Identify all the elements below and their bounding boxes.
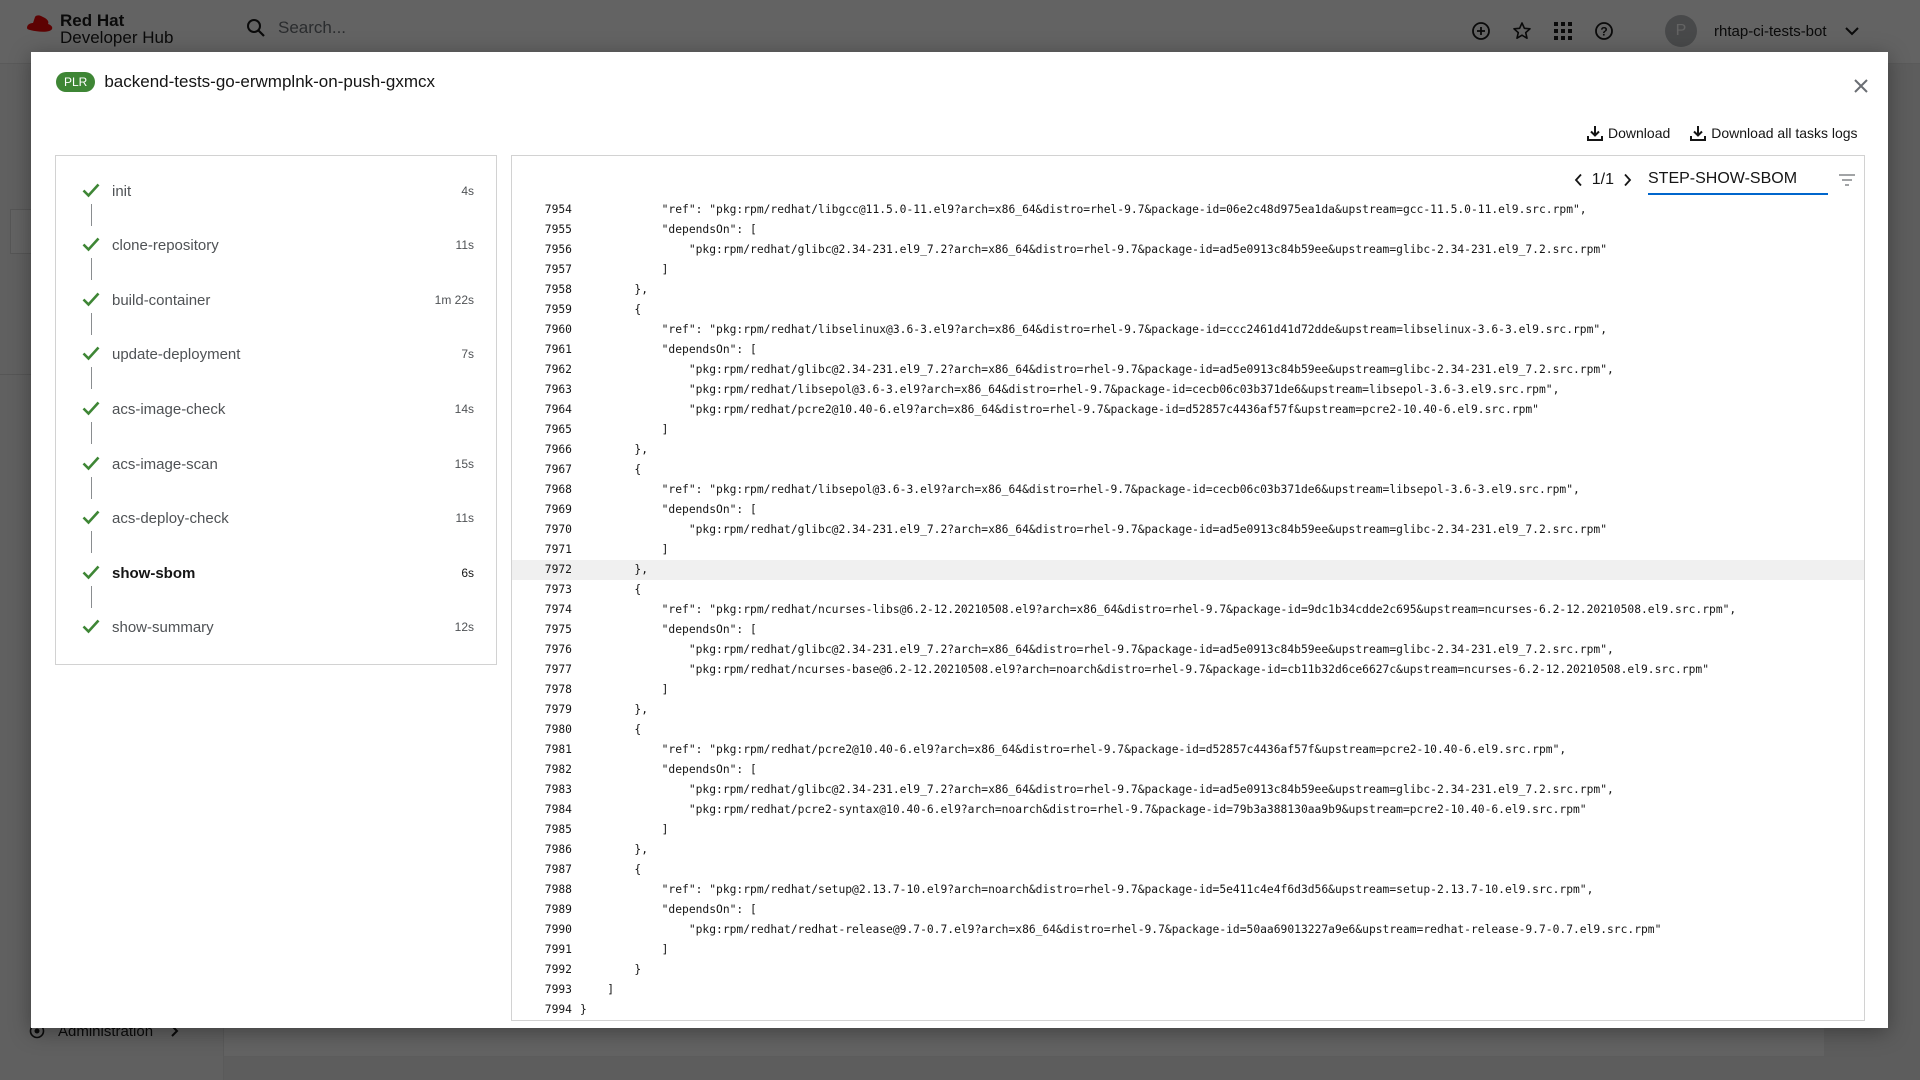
task-connector	[91, 586, 92, 608]
log-line	[512, 360, 1864, 380]
task-duration: 14s	[454, 402, 474, 416]
line-text: "dependsOn": [	[580, 623, 757, 636]
log-line	[512, 640, 1864, 660]
log-line	[512, 580, 1864, 600]
line-text: },	[580, 563, 649, 576]
log-line	[512, 920, 1864, 940]
check-icon	[82, 345, 100, 361]
log-line	[512, 720, 1864, 740]
line-number: 7994	[544, 1003, 572, 1016]
line-text: "pkg:rpm/redhat/redhat-release@9.7-0.7.el9?arch=x86_64&distro=rhel-9.7&package-id=50aa69013227a9e6&upstream=redhat-release-9.7-0.7.el9.src.rpm"	[580, 923, 1662, 936]
line-text: "dependsOn": [	[580, 763, 757, 776]
line-text: "pkg:rpm/redhat/libsepol@3.6-3.el9?arch=x86_64&distro=rhel-9.7&package-id=cecb06c03b371de6&upstream=libsepol-3.6-3.el9.src.rpm",	[580, 383, 1560, 396]
next-match-button[interactable]	[1618, 168, 1636, 192]
task-connector	[91, 204, 92, 226]
line-text: {	[580, 303, 642, 316]
line-number: 7976	[544, 643, 572, 656]
line-text: "pkg:rpm/redhat/glibc@2.34-231.el9_7.2?arch=x86_64&distro=rhel-9.7&package-id=ad5e0913c84b59ee&upstream=glibc-2.34-231.el9_7.2.src.rpm",	[580, 783, 1614, 796]
check-icon	[82, 182, 100, 198]
task-duration: 1m 22s	[434, 293, 474, 307]
task-item-acs-deploy-check[interactable]	[56, 498, 496, 538]
task-duration: 12s	[454, 620, 474, 634]
line-text: "pkg:rpm/redhat/glibc@2.34-231.el9_7.2?arch=x86_64&distro=rhel-9.7&package-id=ad5e0913c84b59ee&upstream=glibc-2.34-231.el9_7.2.src.rpm"	[580, 243, 1607, 256]
log-line	[512, 420, 1864, 440]
log-line	[512, 800, 1864, 820]
log-line	[512, 380, 1864, 400]
line-text: "dependsOn": [	[580, 903, 757, 916]
modal-title: backend-tests-go-erwmplnk-on-push-gxmcx	[104, 72, 436, 91]
line-text: "dependsOn": [	[580, 223, 757, 236]
log-line	[512, 660, 1864, 680]
line-number: 7970	[544, 523, 572, 536]
log-line	[512, 760, 1864, 780]
download-actions	[1587, 125, 1858, 141]
line-number: 7965	[544, 423, 572, 436]
log-search-input[interactable]	[1648, 170, 1828, 188]
line-number: 7989	[544, 903, 572, 916]
line-number: 7985	[544, 823, 572, 836]
task-name: init	[112, 182, 132, 200]
line-text: "ref": "pkg:rpm/redhat/libsepol@3.6-3.el9?arch=x86_64&distro=rhel-9.7&package-id=cecb06c03b371de6&upstream=libsepol-3.6-3.el9.src.rpm",	[580, 483, 1580, 496]
log-line	[512, 860, 1864, 880]
log-line	[512, 340, 1864, 360]
log-line	[512, 1000, 1864, 1020]
filter-button[interactable]	[1835, 168, 1859, 192]
line-number: 7963	[544, 383, 572, 396]
log-lines	[512, 200, 1864, 1020]
line-text: "ref": "pkg:rpm/redhat/libselinux@3.6-3.el9?arch=x86_64&distro=rhel-9.7&package-id=ccc2461d41d72dde&upstream=libselinux-3.6-3.el9.src.rpm",	[580, 323, 1607, 336]
log-line	[512, 780, 1864, 800]
chevron-right-icon	[1623, 173, 1632, 187]
line-text: },	[580, 843, 649, 856]
line-number: 7990	[544, 923, 572, 936]
check-icon	[82, 291, 100, 307]
line-number: 7986	[544, 843, 572, 856]
task-duration: 7s	[461, 347, 474, 361]
log-line	[512, 200, 1864, 220]
line-number: 7974	[544, 603, 572, 616]
line-text: "ref": "pkg:rpm/redhat/libgcc@11.5.0-11.el9?arch=x86_64&distro=rhel-9.7&package-id=06e2c48d975ea1da&upstream=gcc-11.5.0-11.el9.src.rpm",	[580, 203, 1587, 216]
download-label: Download	[1608, 125, 1671, 141]
task-item-show-summary[interactable]	[56, 607, 496, 647]
task-item-build-container[interactable]	[56, 280, 496, 320]
task-connector	[91, 422, 92, 444]
pipeline-run-logs-modal	[31, 52, 1888, 1028]
log-line	[512, 480, 1864, 500]
match-count: 1/1	[1591, 171, 1614, 188]
log-line	[512, 880, 1864, 900]
line-number: 7962	[544, 363, 572, 376]
line-text: "pkg:rpm/redhat/ncurses-base@6.2-12.20210508.el9?arch=noarch&distro=rhel-9.7&package-id=cb11b32d6ce6627c&upstream=ncurses-6.2-12.20210508.el9.src.rpm"	[580, 663, 1710, 676]
download-all-label: Download all tasks logs	[1711, 125, 1858, 141]
log-line	[512, 940, 1864, 960]
line-text: }	[580, 963, 642, 976]
line-number: 7967	[544, 463, 572, 476]
line-text: "pkg:rpm/redhat/pcre2@10.40-6.el9?arch=x86_64&distro=rhel-9.7&package-id=d52857c4436af57f&upstream=pcre2-10.40-6.el9.src.rpm"	[580, 403, 1539, 416]
line-text: ]	[580, 823, 669, 836]
log-line	[512, 740, 1864, 760]
check-icon	[82, 509, 100, 525]
task-duration: 6s	[461, 566, 474, 580]
line-number: 7969	[544, 503, 572, 516]
line-number: 7982	[544, 763, 572, 776]
task-name: clone-repository	[112, 236, 219, 254]
line-number: 7959	[544, 303, 572, 316]
line-number: 7954	[544, 203, 572, 216]
line-text: "ref": "pkg:rpm/redhat/ncurses-libs@6.2-12.20210508.el9?arch=x86_64&distro=rhel-9.7&package-id=9dc1b34cdde2c695&upstream=ncurses-6.2-12.20210508.el9.src.rpm",	[580, 603, 1737, 616]
line-text: ]	[580, 263, 669, 276]
line-number: 7956	[544, 243, 572, 256]
log-line	[512, 840, 1864, 860]
line-number: 7988	[544, 883, 572, 896]
download-all-button[interactable]	[1690, 125, 1857, 141]
line-text: "pkg:rpm/redhat/glibc@2.34-231.el9_7.2?arch=x86_64&distro=rhel-9.7&package-id=ad5e0913c84b59ee&upstream=glibc-2.34-231.el9_7.2.src.rpm",	[580, 643, 1614, 656]
line-number: 7987	[544, 863, 572, 876]
task-name: acs-deploy-check	[112, 509, 229, 527]
line-text: "dependsOn": [	[580, 503, 757, 516]
line-text: {	[580, 723, 642, 736]
line-text: },	[580, 443, 649, 456]
close-button[interactable]	[1847, 72, 1875, 100]
line-number: 7972	[544, 563, 572, 576]
log-line	[512, 520, 1864, 540]
log-line	[512, 440, 1864, 460]
task-list	[55, 155, 497, 665]
download-icon	[1587, 125, 1603, 141]
log-toolbar	[1570, 162, 1864, 198]
line-number: 7966	[544, 443, 572, 456]
log-line	[512, 460, 1864, 480]
task-name: build-container	[112, 291, 211, 309]
line-number: 7983	[544, 783, 572, 796]
log-line	[512, 560, 1864, 580]
download-button[interactable]	[1587, 125, 1670, 141]
resource-badge: PLR	[56, 72, 95, 92]
line-number: 7978	[544, 683, 572, 696]
log-line	[512, 400, 1864, 420]
task-connector	[91, 313, 92, 335]
filter-icon	[1838, 173, 1856, 187]
log-line	[512, 320, 1864, 340]
log-line	[512, 600, 1864, 620]
task-connector	[91, 367, 92, 389]
line-text: ]	[580, 943, 669, 956]
task-connector	[91, 258, 92, 280]
task-name: show-summary	[112, 618, 214, 636]
line-number: 7955	[544, 223, 572, 236]
check-icon	[82, 564, 100, 580]
line-text: ]	[580, 543, 669, 556]
log-line	[512, 680, 1864, 700]
log-line	[512, 540, 1864, 560]
task-connector	[91, 531, 92, 553]
task-item-init[interactable]	[56, 171, 496, 211]
task-item-clone-repository[interactable]	[56, 225, 496, 265]
check-icon	[82, 236, 100, 252]
log-line	[512, 980, 1864, 1000]
check-icon	[82, 618, 100, 634]
line-text: },	[580, 703, 649, 716]
log-line	[512, 900, 1864, 920]
line-number: 7960	[544, 323, 572, 336]
line-number: 7981	[544, 743, 572, 756]
task-item-acs-image-check[interactable]	[56, 389, 496, 429]
line-text: "pkg:rpm/redhat/pcre2-syntax@10.40-6.el9?arch=noarch&distro=rhel-9.7&package-id=79b3a388130aa9b9&upstream=pcre2-10.40-6.el9.src.rpm"	[580, 803, 1587, 816]
line-number: 7992	[544, 963, 572, 976]
log-search	[1648, 165, 1828, 195]
line-text: "pkg:rpm/redhat/glibc@2.34-231.el9_7.2?arch=x86_64&distro=rhel-9.7&package-id=ad5e0913c84b59ee&upstream=glibc-2.34-231.el9_7.2.src.rpm",	[580, 363, 1614, 376]
log-line	[512, 700, 1864, 720]
task-item-show-sbom[interactable]	[56, 553, 496, 593]
task-name: acs-image-scan	[112, 455, 218, 473]
line-text: {	[580, 463, 642, 476]
line-text: {	[580, 583, 642, 596]
log-line	[512, 500, 1864, 520]
task-name: acs-image-check	[112, 400, 226, 418]
line-number: 7968	[544, 483, 572, 496]
task-name: show-sbom	[112, 564, 196, 582]
task-connector	[91, 477, 92, 499]
line-number: 7973	[544, 583, 572, 596]
line-text: ]	[580, 423, 669, 436]
line-text: "ref": "pkg:rpm/redhat/setup@2.13.7-10.el9?arch=noarch&distro=rhel-9.7&package-id=5e411c4e4f6d3d56&upstream=setup-2.13.7-10.el9.src.rpm",	[580, 883, 1594, 896]
chevron-left-icon	[1574, 173, 1583, 187]
task-duration: 15s	[454, 457, 474, 471]
line-text: "pkg:rpm/redhat/glibc@2.34-231.el9_7.2?arch=x86_64&distro=rhel-9.7&package-id=ad5e0913c84b59ee&upstream=glibc-2.34-231.el9_7.2.src.rpm"	[580, 523, 1607, 536]
download-icon	[1690, 125, 1706, 141]
log-line	[512, 300, 1864, 320]
line-number: 7979	[544, 703, 572, 716]
log-line	[512, 260, 1864, 280]
previous-match-button[interactable]	[1570, 168, 1588, 192]
close-icon	[1853, 78, 1869, 94]
line-text: {	[580, 863, 642, 876]
log-line	[512, 960, 1864, 980]
line-text: "ref": "pkg:rpm/redhat/pcre2@10.40-6.el9?arch=x86_64&distro=rhel-9.7&package-id=d52857c4436af57f&upstream=pcre2-10.40-6.el9.src.rpm",	[580, 743, 1567, 756]
task-name: update-deployment	[112, 345, 241, 363]
task-duration: 11s	[455, 238, 474, 252]
line-number: 7971	[544, 543, 572, 556]
line-number: 7958	[544, 283, 572, 296]
log-line	[512, 240, 1864, 260]
log-line	[512, 620, 1864, 640]
line-text: ]	[580, 683, 669, 696]
task-item-update-deployment[interactable]	[56, 334, 496, 374]
line-number: 7975	[544, 623, 572, 636]
task-duration: 11s	[455, 511, 474, 525]
line-text: "dependsOn": [	[580, 343, 757, 356]
line-text: }	[580, 1003, 587, 1016]
line-number: 7993	[544, 983, 572, 996]
line-text: ]	[580, 983, 615, 996]
line-number: 7980	[544, 723, 572, 736]
log-line	[512, 280, 1864, 300]
task-item-acs-image-scan[interactable]	[56, 444, 496, 484]
line-number: 7961	[544, 343, 572, 356]
line-number: 7977	[544, 663, 572, 676]
line-number: 7964	[544, 403, 572, 416]
log-viewer	[511, 155, 1865, 1021]
log-line	[512, 220, 1864, 240]
line-number: 7957	[544, 263, 572, 276]
line-number: 7991	[544, 943, 572, 956]
line-number: 7984	[544, 803, 572, 816]
log-line	[512, 820, 1864, 840]
check-icon	[82, 400, 100, 416]
line-text: },	[580, 283, 649, 296]
check-icon	[82, 455, 100, 471]
modal-header	[56, 72, 435, 92]
task-duration: 4s	[461, 184, 474, 198]
